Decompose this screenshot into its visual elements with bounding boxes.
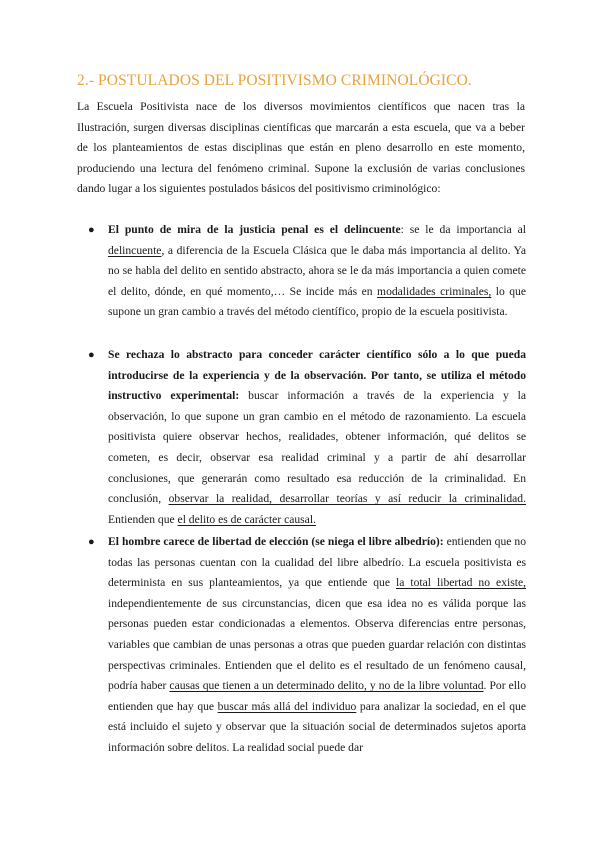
- bullet-icon: ●: [88, 349, 95, 361]
- item-lead: Se rechaza lo abstracto para conceder carácter científico sólo a lo que pueda introducirse de la experiencia y de la observación. Por tanto, se utiliza el método instructivo experimental:: [108, 348, 526, 403]
- item-text: buscar información a través de la experiencia y la observación, lo que supone un gran cambio en el método de razonamiento. La escuela positivista quiere observar hechos, realidades, obtener información, qué delitos se cometen, es decir, observar esa realidad criminal y a partir de ahí desarrollar conclusiones, que generarán como resultado esa reducción de la criminalidad. En conclusión,: [108, 389, 527, 506]
- item-lead: El punto de mira de la justicia penal es el delincuente: [108, 223, 401, 236]
- item-underlined: modalidades criminales,: [377, 284, 492, 298]
- item-text: Entienden que: [108, 512, 178, 526]
- item-underlined: observar la realidad, desarrollar teorías y así reducir la criminalidad.: [168, 492, 527, 506]
- bullet-icon: ●: [88, 536, 95, 548]
- item-text: independientemente de sus circunstancias, dicen que esa idea no es válida porque las personas pueden estar condicionadas a elementos. Observa diferencias entre personas, variables que cambian de unas personas a otras que pueden guardar relación con distintas perspectivas criminales. Entienden que el delito es el resultado de un fenómeno causal, podría haber: [108, 596, 526, 693]
- item-underlined: la total libertad no existe,: [396, 576, 526, 590]
- list-item: [88, 220, 527, 323]
- item-text: lo que supone un gran cambio a través del método científico, propio de la escuela positivista.: [108, 284, 526, 319]
- item-underlined: el delito es de carácter causal.: [177, 512, 316, 526]
- item-underlined: buscar más allá del individuo: [217, 699, 357, 713]
- item-underlined: delincuente: [108, 243, 162, 257]
- item-underlined: causas que tienen a un determinado delito, y no de la libre voluntad: [169, 679, 484, 693]
- intro-paragraph: La Escuela Positivista nace de los diversos movimientos científicos que nacen tras la Ilustración, surgen diversas disciplinas científicas que marcarán a esta escuela, que va a beber de los planteamientos de estas disciplinas que están en pleno desarrollo en este momento, produciendo una lectura del fenómeno criminal. Supone la exclusión de varias conclusiones dando lugar a los siguientes postulados básicos del positivismo criminológico:: [77, 100, 525, 196]
- list-item: [88, 532, 526, 759]
- item-text: , a diferencia de la Escuela Clásica que le daba más importancia al delito. Ya no se habla del delito en sentido abstracto, ahora se le da más importancia a quien comete el delito, dónde, en qué momento,… Se incide más en: [108, 243, 526, 298]
- bullet-icon: ●: [88, 224, 95, 236]
- list-item: [88, 345, 527, 530]
- item-text: entienden que no todas las personas cuentan con la cualidad del libre albedrío. La escuela positivista es determinista en sus planteamientos, ya que entiende que: [108, 535, 526, 590]
- item-lead: El hombre carece de libertad de elección (se niega el libre albedrío):: [108, 535, 444, 548]
- item-text: para analizar la sociedad, en el que está incluido el sujeto y observar que la situación social de determinados sujetos aporta información sobre delitos. La realidad social puede dar: [108, 699, 526, 754]
- item-text: : se le da importancia al: [400, 223, 527, 236]
- item-text: . Por ello entienden que hay que: [108, 679, 526, 713]
- section-title: 2.- POSTULADOS DEL POSITIVISMO CRIMINOLÓGICO.: [77, 72, 472, 89]
